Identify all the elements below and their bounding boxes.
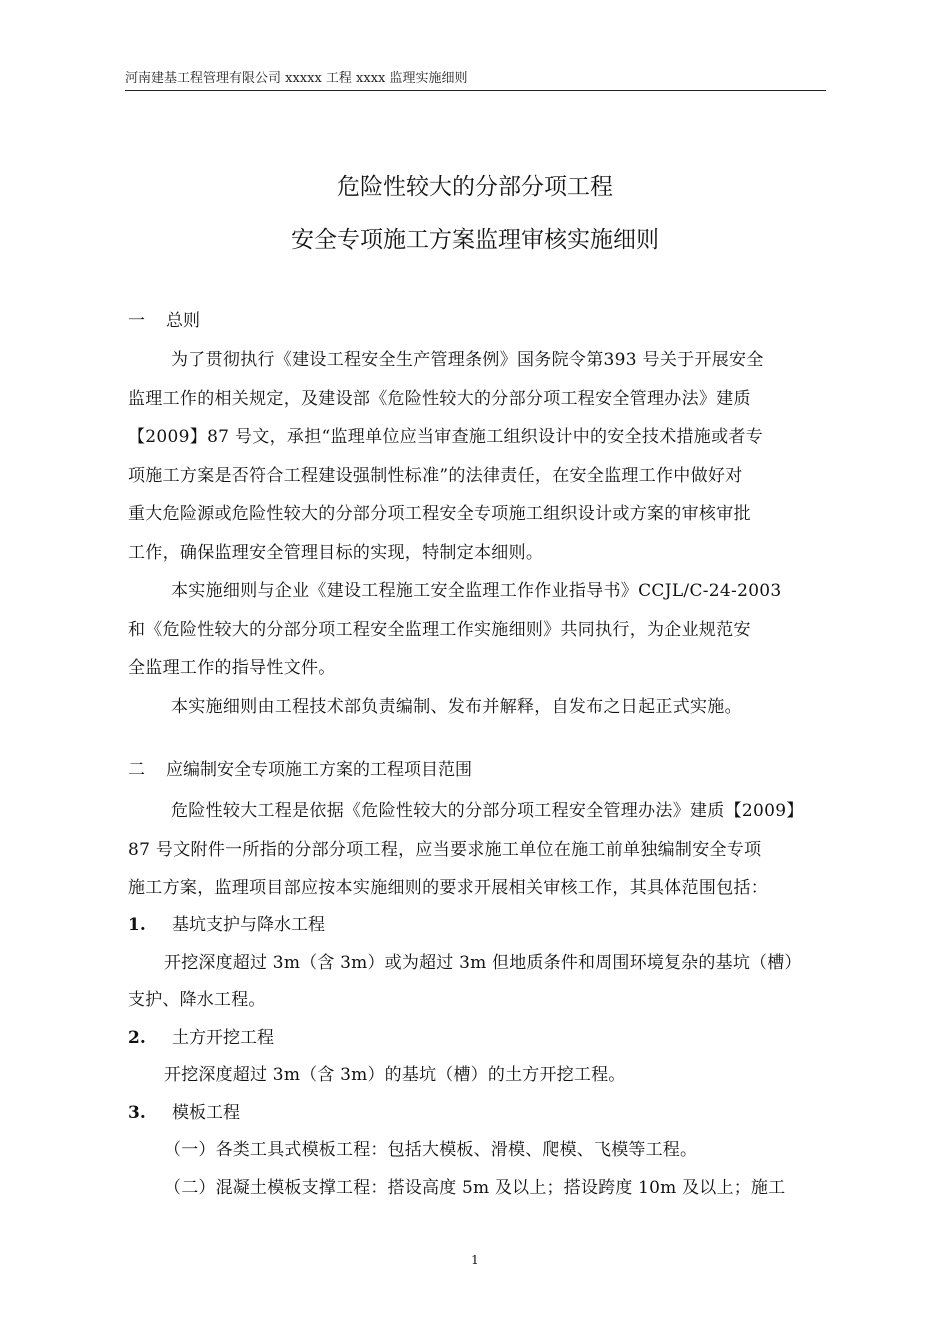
list-item-number: 1. <box>128 915 146 935</box>
header-divider <box>125 90 826 91</box>
list-item-number: 2. <box>128 1028 146 1048</box>
document-title: 危险性较大的分部分项工程 <box>337 174 613 200</box>
page-number: 1 <box>471 1253 479 1267</box>
list-item-1 <box>128 913 325 937</box>
list-item-2 <box>128 1026 274 1050</box>
section-2-paragraph-1 <box>128 792 828 908</box>
section-1-paragraph-2 <box>128 572 828 688</box>
paragraph-line: 施工方案，监理项目部应按本实施细则的要求开展相关审核工作，其具体范围包括： <box>128 878 769 898</box>
list-item-text: （一）各类工具式模板工程：包括大模板、滑模、爬模、飞模等工程。 <box>164 1140 698 1160</box>
list-item-text: （二）混凝土模板支撑工程：搭设高度 5m 及以上；搭设跨度 10m 及以上；施工 <box>164 1178 786 1198</box>
section-2-number: 二 <box>128 760 145 780</box>
list-item-text: 开挖深度超过 3m（含 3m）的基坑（槽）的土方开挖工程。 <box>164 1065 626 1085</box>
paragraph-line: 本实施细则由工程技术部负责编制、发布并解释，自发布之日起正式实施。 <box>171 697 742 717</box>
paragraph-line: 为了贯彻执行《建设工程安全生产管理条例》国务院令第393 号关于开展安全 <box>171 350 764 370</box>
section-2-title: 应编制安全专项施工方案的工程项目范围 <box>166 760 472 780</box>
paragraph-line: 危险性较大工程是依据《危险性较大的分部分项工程安全管理办法》建质【2009】 <box>171 801 804 821</box>
document-subtitle: 安全专项施工方案监理审核实施细则 <box>291 227 659 253</box>
list-item-3 <box>128 1101 240 1125</box>
section-1-paragraph-1 <box>128 341 828 572</box>
section-1-title: 总则 <box>166 311 200 331</box>
list-item-title: 基坑支护与降水工程 <box>172 915 325 935</box>
paragraph-line: 监理工作的相关规定，及建设部《危险性较大的分部分项工程安全管理办法》建质 <box>128 388 751 409</box>
section-1-heading <box>128 309 200 333</box>
paragraph-line: 【2009】87 号文，承担“监理单位应当审查施工组织设计中的安全技术措施或者专 <box>128 427 763 447</box>
paragraph-line: 项施工方案是否符合工程建设强制性标准”的法律责任，在安全监理工作中做好对 <box>128 465 743 486</box>
list-item-title: 模板工程 <box>172 1103 240 1123</box>
section-1-paragraph-3 <box>128 688 828 727</box>
list-item-title: 土方开挖工程 <box>172 1028 274 1048</box>
paragraph-line: 87 号文附件一所指的分部分项工程，应当要求施工单位在施工前单独编制安全专项 <box>128 839 762 860</box>
section-1-number: 一 <box>128 311 145 331</box>
paragraph-line: 本实施细则与企业《建设工程施工安全监理工作作业指导书》CCJL/C-24-2003 <box>171 581 782 601</box>
list-item-text: 支护、降水工程。 <box>128 990 266 1010</box>
list-item-text: 开挖深度超过 3m（含 3m）或为超过 3m 但地质条件和周围环境复杂的基坑（槽） <box>164 953 802 973</box>
list-item-number: 3. <box>128 1103 146 1123</box>
paragraph-line: 重大危险源或危险性较大的分部分项工程安全专项施工组织设计或方案的审核审批 <box>128 504 751 524</box>
paragraph-line: 全监理工作的指导性文件。 <box>128 658 336 678</box>
page-header: 河南建基工程管理有限公司 xxxxx 工程 xxxx 监理实施细则 <box>125 71 468 86</box>
section-2-heading <box>128 758 472 782</box>
paragraph-line: 和《危险性较大的分部分项工程安全监理工作实施细则》共同执行，为企业规范安 <box>128 619 751 640</box>
paragraph-line: 工作，确保监理安全管理目标的实现，特制定本细则。 <box>128 542 544 563</box>
